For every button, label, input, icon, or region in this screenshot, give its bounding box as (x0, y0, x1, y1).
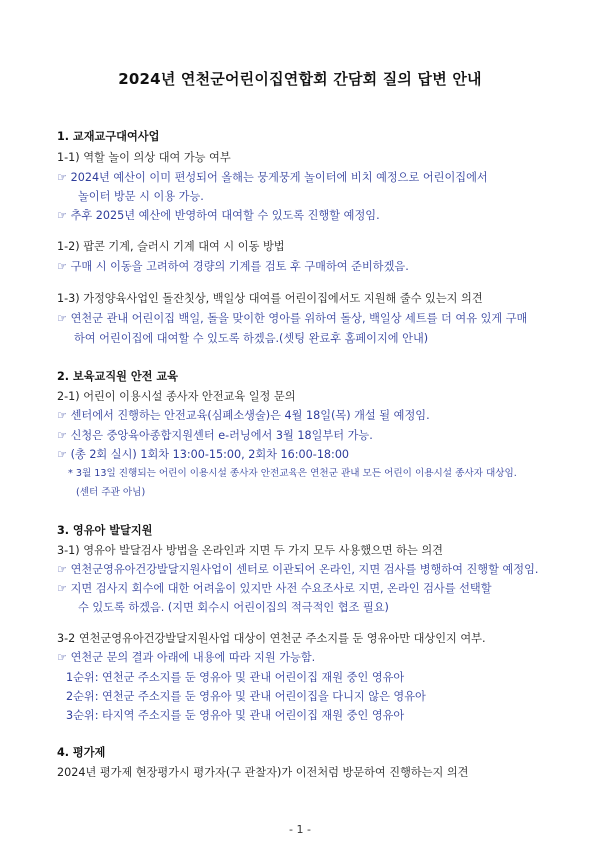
answer-3-1-line-1: ☞ 연천군영유아건강발달지원사업이 센터로 이관되어 온라인, 지면 검사를 병행하여 진행할 예정임. (57, 563, 539, 576)
priority-3: 3순위: 타지역 주소지를 둔 영유아 및 관내 어린이집 재원 중인 영유아 (66, 709, 405, 722)
answer-1-2-line-1: ☞ 구매 시 이동을 고려하여 경량의 기계를 검토 후 구매하여 준비하겠음. (57, 260, 409, 273)
section-1-heading: 1. 교재교구대여사업 (57, 130, 160, 143)
question-1-2: 1-2) 팝콘 기계, 슬러시 기계 대여 시 이동 방법 (57, 240, 285, 253)
page-title: 2024년 연천군어린이집연합회 간담회 질의 답변 안내 (118, 70, 482, 88)
section-2-heading: 2. 보육교직원 안전 교육 (57, 370, 178, 383)
answer-2-1-line-1: ☞ 센터에서 진행하는 안전교육(심폐소생술)은 4월 18일(목) 개설 될 예정임. (57, 409, 430, 422)
section-4-heading: 4. 평가제 (57, 746, 106, 759)
question-3-2: 3-2 연천군영유아건강발달지원사업 대상이 연천군 주소지를 둔 영유아만 대상인지 여부. (57, 632, 486, 645)
note-2-1-line-2: (센터 주관 아님) (76, 487, 146, 498)
question-1-1: 1-1) 역할 놀이 의상 대여 가능 여부 (57, 151, 231, 164)
answer-3-1-line-2: ☞ 지면 검사지 회수에 대한 어려움이 있지만 사전 수요조사로 지면, 온라인 검사를 선택할 (57, 582, 492, 595)
priority-1: 1순위: 연천군 주소지를 둔 영유아 및 관내 어린이집 재원 중인 영유아 (66, 671, 405, 684)
answer-1-1-line-2: 놀이터 방문 시 이용 가능. (78, 190, 204, 203)
question-1-3: 1-3) 가정양육사업인 돌잔칫상, 백일상 대여를 어린이집에서도 지원해 줄수 있는지 의견 (57, 292, 483, 305)
answer-1-1-line-3: ☞ 추후 2025년 예산에 반영하여 대여할 수 있도록 진행할 예정임. (57, 209, 380, 222)
page-number: - 1 - (289, 823, 311, 836)
note-2-1-line-1: * 3월 13일 진행되는 어린이 이용시설 종사자 안전교육은 연천군 관내 모든 어린이 이용시설 종사자 대상임. (68, 468, 517, 479)
section-3-heading: 3. 영유아 발달지원 (57, 524, 153, 537)
answer-1-1-line-1: ☞ 2024년 예산이 이미 편성되어 올해는 뭉게뭉게 놀이터에 비치 예정으로 어린이집에서 (57, 171, 488, 184)
answer-3-1-line-3: 수 있도록 하겠음. (지면 회수시 어린이집의 적극적인 협조 필요) (78, 601, 389, 614)
answer-3-2-line-1: ☞ 연천군 문의 결과 아래에 내용에 따라 지원 가능함. (57, 651, 316, 664)
answer-2-1-line-3: ☞ (총 2회 실시) 1회차 13:00-15:00, 2회차 16:00-18:00 (57, 448, 350, 461)
answer-1-3-line-2: 하여 어린이집에 대여할 수 있도록 하겠음.(셋팅 완료후 홈페이지에 안내) (74, 332, 429, 345)
question-4: 2024년 평가제 현장평가시 평가자(구 관찰자)가 이전처럼 방문하여 진행하는지 의견 (57, 766, 469, 779)
question-3-1: 3-1) 영유아 발달검사 방법을 온라인과 지면 두 가지 모두 사용했으면 하는 의견 (57, 544, 443, 557)
answer-2-1-line-2: ☞ 신청은 중앙육아종합지원센터 e-러닝에서 3월 18일부터 가능. (57, 429, 373, 442)
priority-2: 2순위: 연천군 주소지를 둔 영유아 및 관내 어린이집을 다니지 않은 영유아 (66, 690, 426, 703)
answer-1-3-line-1: ☞ 연천군 관내 어린이집 백일, 돌을 맞이한 영아를 위하여 돌상, 백일상 세트를 더 여유 있게 구매 (57, 312, 528, 325)
question-2-1: 2-1) 어린이 이용시설 종사자 안전교육 일정 문의 (57, 390, 296, 403)
